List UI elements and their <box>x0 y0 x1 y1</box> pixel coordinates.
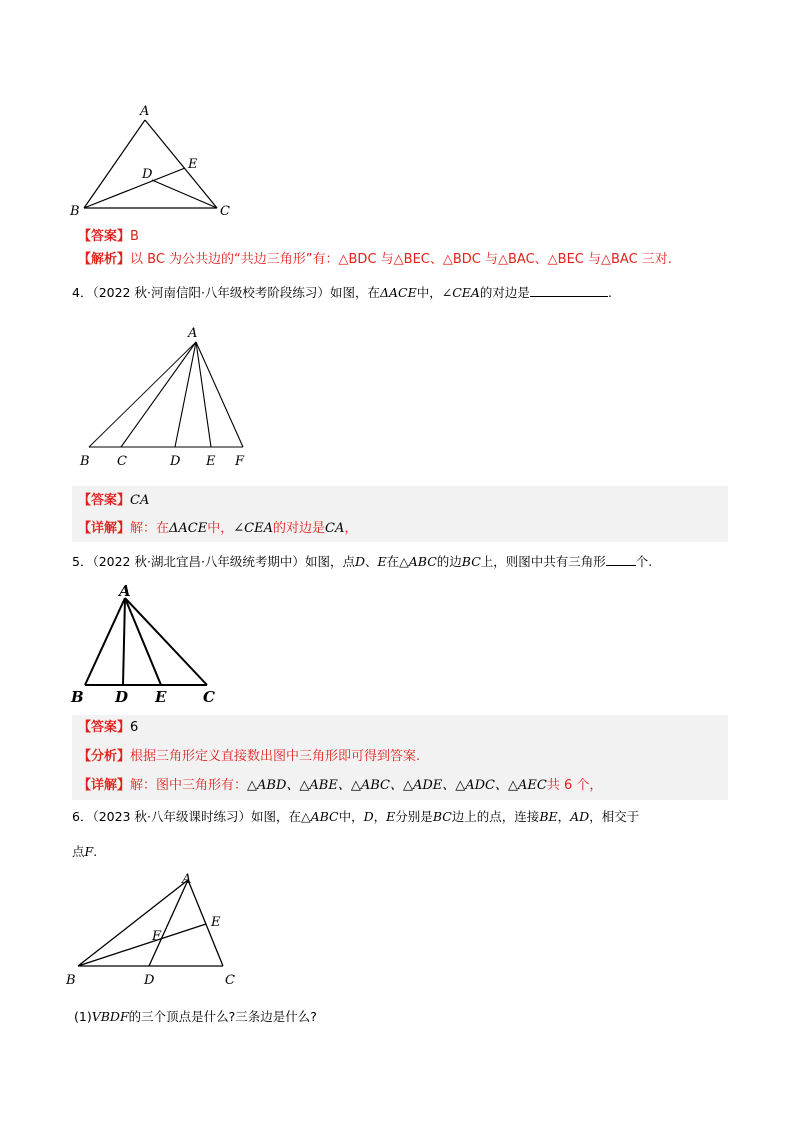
q3-analysis-line <box>78 251 672 269</box>
q5-answer-value: 6 <box>130 720 139 735</box>
q4-detail-answer: CA <box>325 521 345 536</box>
q3-side-ac <box>145 120 217 208</box>
q6-number: 6． <box>72 809 93 824</box>
q4-detail-end: ， <box>344 521 358 536</box>
q4-segment-ad <box>175 342 196 447</box>
q6-label-d: D <box>144 973 155 988</box>
q4-detail-line <box>78 520 357 538</box>
q6-stem-1: 如图，在 <box>250 809 301 824</box>
q3-answer-line <box>78 228 139 246</box>
q6-triangle: △ABC <box>300 809 339 824</box>
q5-stem-3: 在 <box>386 554 400 569</box>
q6-point-d: D <box>363 809 374 824</box>
q5-analysis-tag: 【分析】 <box>78 749 131 764</box>
q5-analysis-text: 根据三角形定义直接数出图中三角形即可得到答案. <box>130 749 421 764</box>
q6-stem-line1 <box>72 807 639 827</box>
q4-label-f: F <box>235 454 245 469</box>
q5-label-a: A <box>119 582 131 600</box>
q4-label-b: B <box>80 454 90 469</box>
q3-figure <box>60 100 240 225</box>
q5-label-d: D <box>115 688 129 705</box>
q5-stem-end: 个. <box>635 554 653 569</box>
q4-detail-2: 中， <box>207 521 234 536</box>
q4-label-a: A <box>188 326 198 341</box>
q5-detail-list: △ABD、△ABE、△ABC、△ADE、△ADC、△AEC <box>247 778 547 793</box>
q6-sub1-text: 的三个顶点是什么?三条边是什么? <box>128 1009 317 1024</box>
q5-point-d: D <box>354 554 365 569</box>
q6-side-ab <box>78 880 188 966</box>
q6-comma-2: ， <box>557 809 571 824</box>
q5-side-ab <box>85 598 125 685</box>
q5-analysis-line <box>78 748 420 766</box>
q6-line2-end: . <box>93 844 98 859</box>
q5-stem-1: 如图，点 <box>304 554 355 569</box>
q4-triangle: ΔACE <box>379 285 417 300</box>
q6-sub1 <box>74 1007 317 1027</box>
q4-stem <box>72 283 612 303</box>
q6-label-a: A <box>182 872 192 887</box>
q5-stem-5: 上，则图中共有三角形 <box>480 554 606 569</box>
q4-answer-tag: 【答案】 <box>78 493 131 508</box>
q5-segment-ae <box>125 598 161 685</box>
q4-segment-ab <box>89 342 196 447</box>
q5-number: 5． <box>72 554 93 569</box>
q5-point-e: E <box>377 554 387 569</box>
q5-detail-tag: 【详解】 <box>78 778 131 793</box>
q6-stem-3: 分别是 <box>395 809 433 824</box>
q4-stem-2: 中， <box>416 285 442 300</box>
q3-analysis-text: 以 BC 为公共边的“共边三角形”有：△BDC 与△BEC、△BDC 与△BAC、△BEC 与△BAC 三对. <box>130 252 672 267</box>
q6-label-c: C <box>225 973 235 988</box>
q4-label-d: D <box>170 454 181 469</box>
q6-label-b: B <box>66 973 76 988</box>
q5-answer-tag: 【答案】 <box>78 720 131 735</box>
q6-segment-be <box>78 924 206 966</box>
q5-answer-line <box>78 719 138 737</box>
q3-label-e: E <box>188 157 198 172</box>
q5-source: （2022 秋·湖北宜昌·八年级统考期中） <box>92 554 305 569</box>
q6-label-e: E <box>211 915 221 930</box>
q4-stem-3: 的对边是 <box>479 285 530 300</box>
q5-triangle: △ABC <box>399 554 437 569</box>
q5-detail-line <box>78 777 602 795</box>
q6-line2-1: 点 <box>72 844 85 859</box>
q3-answer-tag: 【答案】 <box>78 229 131 244</box>
q3-analysis-tag: 【解析】 <box>78 252 131 267</box>
q6-stem-5: ，相交于 <box>589 809 640 824</box>
q5-segment-ad <box>123 598 125 685</box>
q5-label-e: E <box>155 688 167 705</box>
q4-detail-tag: 【详解】 <box>78 521 131 536</box>
q4-detail-3: 的对边是 <box>272 521 325 536</box>
q6-label-f: F <box>152 929 162 944</box>
q6-stem-4: 边上的点，连接 <box>451 809 540 824</box>
q4-detail-triangle: ΔACE <box>169 521 208 536</box>
q4-figure <box>72 322 262 472</box>
q5-stem <box>72 552 652 572</box>
q4-detail-1: 解：在 <box>130 521 170 536</box>
q4-label-e: E <box>206 454 216 469</box>
q6-point-e: E <box>386 809 396 824</box>
q4-answer-line <box>78 492 149 510</box>
q5-side-ac <box>125 598 207 685</box>
q4-answer-value: CA <box>130 493 150 508</box>
q3-label-b: B <box>70 204 80 219</box>
q6-comma: ， <box>373 809 387 824</box>
q4-stem-end: . <box>607 285 612 300</box>
q5-answer-blank[interactable] <box>606 553 636 566</box>
q6-point-f: F <box>84 844 94 859</box>
q6-stem-2: 中， <box>338 809 364 824</box>
q6-side-bc: BC <box>432 809 452 824</box>
q4-segment-ac <box>121 342 196 447</box>
q5-detail-2: 共 6 个， <box>546 778 603 793</box>
q3-side-ab <box>84 120 145 208</box>
q6-segment-ad: AD <box>570 809 590 824</box>
q6-segment-ad <box>149 880 188 966</box>
q3-label-a: A <box>140 104 150 119</box>
q4-source: （2022 秋·河南信阳·八年级校考阶段练习） <box>92 285 330 300</box>
q4-answer-blank[interactable] <box>530 284 608 297</box>
q6-sub1-triangle: VBDF <box>91 1009 129 1024</box>
q5-side: BC <box>461 554 481 569</box>
q3-answer-value: B <box>130 229 139 244</box>
q5-figure <box>70 580 230 705</box>
q5-detail-1: 解：图中三角形有： <box>130 778 248 793</box>
q5-stem-2: 、 <box>364 554 378 569</box>
q6-figure <box>62 868 252 993</box>
q5-label-b: B <box>71 688 84 705</box>
q6-sub1-number: (1) <box>74 1009 92 1024</box>
q4-label-c: C <box>117 454 127 469</box>
q3-label-d: D <box>142 167 153 182</box>
q5-label-c: C <box>203 688 215 705</box>
q4-angle: ∠CEA <box>441 285 480 300</box>
q5-stem-4: 的边 <box>436 554 462 569</box>
q6-stem-line2 <box>72 842 97 862</box>
q4-detail-angle: ∠CEA <box>233 521 273 536</box>
q3-label-c: C <box>220 204 230 219</box>
q3-segment-dc <box>152 180 217 208</box>
q6-segment-be: BE <box>539 809 558 824</box>
q4-number: 4． <box>72 285 93 300</box>
q6-source: （2023 秋·八年级课时练习） <box>92 809 251 824</box>
q4-stem-1: 如图，在 <box>329 285 380 300</box>
